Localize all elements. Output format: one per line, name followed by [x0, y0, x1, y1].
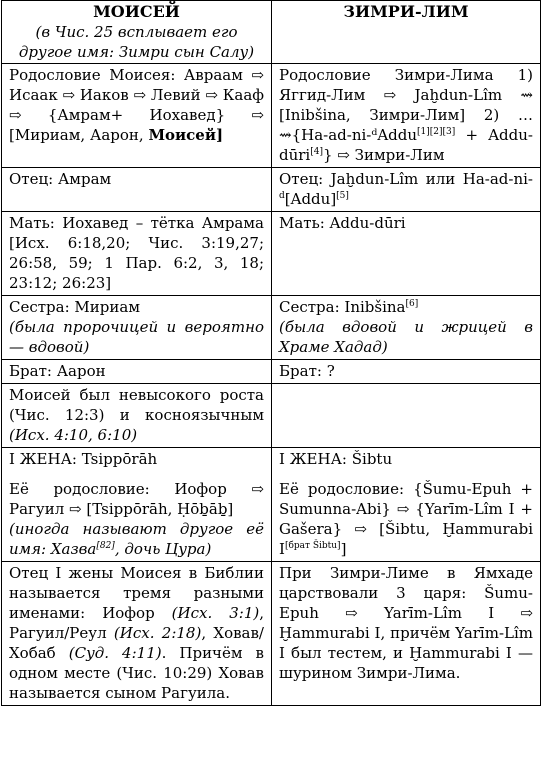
footnote-ref[interactable]: [5]	[336, 191, 349, 201]
moses-sister	[2, 296, 272, 360]
zimri-brother: Брат: ?	[272, 360, 541, 384]
footnote-ref[interactable]: [82]	[96, 541, 115, 551]
moses-speech-ref: (Исх. 4:10, 6:10)	[9, 426, 138, 444]
footnote-ref[interactable]: [6]	[405, 299, 419, 309]
zimri-mother: Мать: Addu-dūri	[272, 212, 541, 296]
moses-genealogy	[2, 64, 272, 168]
zimri-sister	[272, 296, 541, 360]
table-row	[2, 448, 541, 562]
moses-fil-text-3: , Ховав/Хобаб	[9, 624, 264, 662]
zimri-wife	[272, 448, 541, 562]
moses-wife-title: I ЖЕНА: Tsippōrāh	[9, 450, 158, 468]
zimri-father-text-2: [Addu]	[284, 190, 337, 208]
table-row	[2, 562, 541, 706]
moses-wife-genealogy: Её родословие: Иофор ⇨ Рагуил ⇨ [Tsippōrāh, Ḥōḇāḇ]	[9, 480, 264, 518]
moses-speech	[2, 384, 272, 448]
moses-genealogy-text: Родословие Моисея: Авраам ⇨ Исаак ⇨ Иаков ⇨ Левий ⇨ Кааф ⇨ {Амрам+ Иохавед} ⇨ [Мириам, Аарон,	[9, 66, 264, 144]
table-row	[2, 212, 541, 296]
zimri-wife-genealogy-end: ]	[340, 540, 347, 558]
table-row	[2, 360, 541, 384]
moses-fil-text: Отец I жены Моисея в Библии называется тремя разными именами: Иофор	[9, 564, 264, 622]
comparison-table	[1, 0, 541, 706]
moses-header-cell	[2, 1, 272, 64]
moses-wife-note	[9, 520, 264, 558]
moses-fil-ref-2: (Исх. 2:18)	[113, 624, 202, 642]
moses-genealogy-bold: Моисей]	[148, 126, 224, 144]
moses-sister-note: (была пророчицей и вероятно — вдовой)	[9, 318, 264, 356]
moses-mother: Мать: Иохавед – тётка Амрама [Исх. 6:18,20; Чис. 3:19,27; 26:58, 59; 1 Пар. 6:2, 3, 18; 23:12; 26:23]	[2, 212, 272, 296]
zimri-title: ЗИМРИ-ЛИМ	[343, 2, 469, 21]
zimri-wife-title: I ЖЕНА: Šibtu	[279, 450, 393, 468]
moses-father: Отец: Амрам	[2, 168, 272, 212]
moses-title: МОИСЕЙ	[93, 2, 180, 21]
footnote-ref[interactable]: [1][2][3]	[417, 127, 456, 137]
table-row	[2, 296, 541, 360]
header-row	[2, 1, 541, 64]
moses-wife	[2, 448, 272, 562]
moses-fil-text-2: , Рагуил/Реул	[9, 604, 264, 642]
zimri-sister-text: Сестра: Inibšina	[279, 298, 406, 316]
moses-father-in-law	[2, 562, 272, 706]
table-row	[2, 384, 541, 448]
zimri-header-cell	[272, 1, 541, 64]
zimri-yamhad-kings: При Зимри-Лиме в Ямхаде царствовали 3 царя: Šumu-Epuh ⇨ Yarīm-Lîm I ⇨ Ḫammurabi I, причём Yarīm-Lîm I был тестем, и Ḫammurabi I — шурином Зимри-Лима.	[272, 562, 541, 706]
zimri-father	[272, 168, 541, 212]
moses-sister-text: Сестра: Мириам	[9, 298, 140, 316]
moses-brother: Брат: Аарон	[2, 360, 272, 384]
table-row	[2, 168, 541, 212]
moses-wife-note-text: (иногда называют другое её имя: Хазва	[9, 520, 264, 558]
zimri-sister-note: (была вдовой и жрицей в Храме Хадад)	[279, 318, 533, 356]
zimri-father-text: Отец: Jaḫdun-Lîm или Ha-ad-ni-	[279, 170, 533, 188]
zimri-speech-empty	[272, 384, 541, 448]
zimri-genealogy-text-3: } ⇨ Зимри-Лим	[322, 146, 445, 164]
zimri-genealogy	[272, 64, 541, 168]
zimri-genealogy-text-2: + Addu-dūri	[279, 126, 533, 164]
moses-speech-text: Моисей был невысокого роста (Чис. 12:3) и косноязычным	[9, 386, 264, 424]
zimri-genealogy-text: Родословие Зимри-Лима 1) Яггид-Лим ⇨ Jaḫdun-Lîm ⇝ [Inibšina, Зимри-Лим] 2) …⇝{Ha-ad-ni-ᵈAddu	[279, 66, 533, 144]
footnote-ref[interactable]: [4]	[310, 147, 323, 157]
moses-fil-text-4: . Причём в одном месте (Чис. 10:29) Ховав называется сыном Рагуила.	[9, 644, 264, 702]
table-row	[2, 64, 541, 168]
determinative-sup: d	[279, 191, 285, 201]
moses-fil-ref-3: (Суд. 4:11)	[68, 644, 162, 662]
zimri-wife-genealogy: Её родословие: {Šumu-Epuh + Sumunna-Abi} ⇨ {Yarīm-Lîm I + Gašera} ⇨ [Šibtu, Ḫammurabi I	[279, 480, 533, 558]
moses-fil-ref-1: (Исх. 3:1)	[171, 604, 260, 622]
inline-sup-note: [брат Šibtu]	[284, 541, 341, 551]
moses-wife-note-text-2: , дочь Цура)	[114, 540, 212, 558]
moses-alias-note: (в Чис. 25 всплывает его другое имя: Зимри сын Салу)	[18, 23, 255, 61]
